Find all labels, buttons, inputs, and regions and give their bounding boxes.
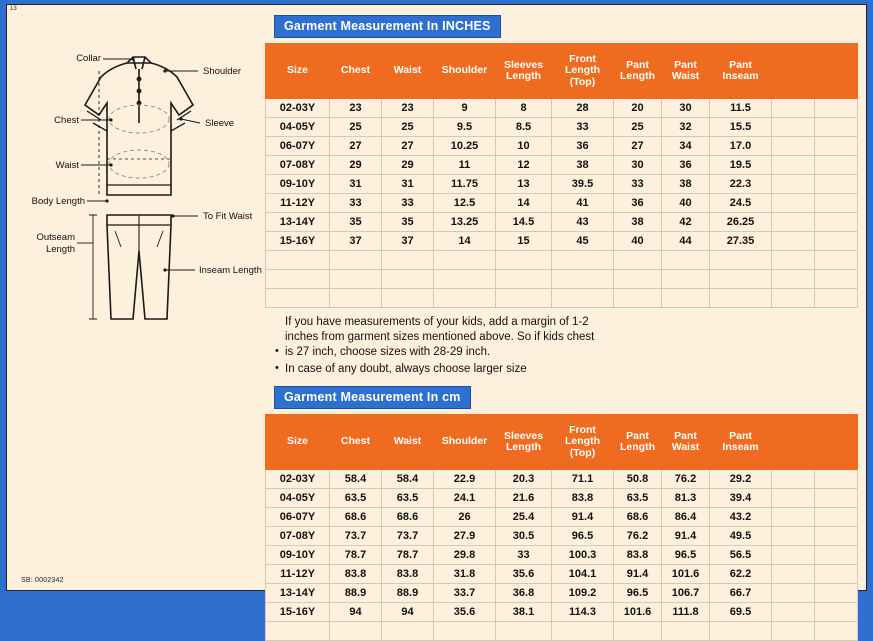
note-line-1: • If you have measurements of your kids, add a margin of 1-2 <box>285 316 589 328</box>
inches-header-row <box>266 44 858 99</box>
table-row-blank <box>266 622 858 641</box>
inches-measurement-table <box>265 43 858 308</box>
cell-pant-length: 30 <box>614 156 662 175</box>
cell-front-length: 41 <box>552 194 614 213</box>
label-inseam-length: Inseam Length <box>199 265 262 276</box>
cell-chest: 58.4 <box>330 470 382 489</box>
sb-code-label: SB: 0002342 <box>21 577 64 584</box>
cell-pant-waist: 40 <box>662 194 710 213</box>
notes-block <box>275 315 861 377</box>
cell-chest: 27 <box>330 137 382 156</box>
cm-table-body <box>266 470 858 641</box>
cell-shoulder: 9 <box>434 99 496 118</box>
cell-pant-waist: 34 <box>662 137 710 156</box>
size-chart-sheet <box>6 4 867 618</box>
cell-spacer <box>815 527 858 546</box>
cell-pant-waist: 36 <box>662 156 710 175</box>
header-waist: Waist <box>382 415 434 470</box>
cell-size: 09-10Y <box>266 175 330 194</box>
cell-shoulder: 9.5 <box>434 118 496 137</box>
table-row <box>266 213 858 232</box>
table-row <box>266 194 858 213</box>
table-row <box>266 603 858 622</box>
cell-pant-inseam: 29.2 <box>710 470 772 489</box>
table-row <box>266 527 858 546</box>
cell-sleeves-length: 38.1 <box>496 603 552 622</box>
cell-pant-inseam: 15.5 <box>710 118 772 137</box>
cell-sleeves-length: 25.4 <box>496 508 552 527</box>
cell-spacer <box>815 546 858 565</box>
table-row <box>266 546 858 565</box>
header-pant-length: Pant Length <box>614 415 662 470</box>
cell-front-length: 33 <box>552 118 614 137</box>
header-pant-inseam: Pant Inseam <box>710 415 772 470</box>
cell-size: 04-05Y <box>266 489 330 508</box>
cell-spacer <box>815 470 858 489</box>
cell-size: 15-16Y <box>266 232 330 251</box>
cell-shoulder: 26 <box>434 508 496 527</box>
table-row <box>266 232 858 251</box>
cell-size: 07-08Y <box>266 527 330 546</box>
cell-sleeves-length: 14.5 <box>496 213 552 232</box>
note-paragraph <box>275 315 861 360</box>
cell-spacer <box>815 584 858 603</box>
cell-shoulder: 33.7 <box>434 584 496 603</box>
cm-table-title: Garment Measurement In cm <box>274 386 471 409</box>
cell-front-length: 71.1 <box>552 470 614 489</box>
cell-pant-inseam: 22.3 <box>710 175 772 194</box>
cell-sleeves-length: 21.6 <box>496 489 552 508</box>
cell-spacer <box>815 508 858 527</box>
header-pant-inseam: Pant Inseam <box>710 44 772 99</box>
header-front-length: Front Length (Top) <box>552 44 614 99</box>
cell-spacer <box>772 175 815 194</box>
cell-pant-inseam: 26.25 <box>710 213 772 232</box>
cell-spacer <box>772 99 815 118</box>
cell-spacer <box>815 118 858 137</box>
cell-chest: 83.8 <box>330 565 382 584</box>
cell-chest: 78.7 <box>330 546 382 565</box>
cell-spacer <box>772 527 815 546</box>
cell-chest: 88.9 <box>330 584 382 603</box>
label-shoulder: Shoulder <box>203 66 242 77</box>
cell-size: 11-12Y <box>266 565 330 584</box>
cell-size: 06-07Y <box>266 508 330 527</box>
cell-pant-length: 36 <box>614 194 662 213</box>
cell-pant-waist: 44 <box>662 232 710 251</box>
cell-waist: 35 <box>382 213 434 232</box>
label-collar: Collar <box>76 53 101 64</box>
cell-pant-length: 83.8 <box>614 546 662 565</box>
cell-shoulder: 13.25 <box>434 213 496 232</box>
cell-pant-waist: 38 <box>662 175 710 194</box>
cm-measurement-table <box>265 414 858 641</box>
table-row-blank <box>266 251 858 270</box>
cell-pant-length: 40 <box>614 232 662 251</box>
cell-front-length: 28 <box>552 99 614 118</box>
cell-pant-inseam: 24.5 <box>710 194 772 213</box>
cell-pant-waist: 32 <box>662 118 710 137</box>
header-sleeves-length: Sleeves Length <box>496 44 552 99</box>
cell-chest: 23 <box>330 99 382 118</box>
cell-pant-length: 101.6 <box>614 603 662 622</box>
cell-waist: 37 <box>382 232 434 251</box>
cell-pant-waist: 96.5 <box>662 546 710 565</box>
cell-shoulder: 31.8 <box>434 565 496 584</box>
cell-pant-length: 76.2 <box>614 527 662 546</box>
cell-waist: 63.5 <box>382 489 434 508</box>
cell-spacer <box>772 213 815 232</box>
cell-size: 09-10Y <box>266 546 330 565</box>
label-to-fit-waist: To Fit Waist <box>203 211 253 222</box>
cell-pant-waist: 30 <box>662 99 710 118</box>
table-row <box>266 137 858 156</box>
table-row <box>266 470 858 489</box>
header-spacer-2 <box>815 415 858 470</box>
cell-pant-waist: 91.4 <box>662 527 710 546</box>
cell-size: 13-14Y <box>266 213 330 232</box>
cell-sleeves-length: 8 <box>496 99 552 118</box>
cell-front-length: 104.1 <box>552 565 614 584</box>
header-shoulder: Shoulder <box>434 44 496 99</box>
label-outseam-line2: Length <box>45 244 75 255</box>
cell-pant-length: 96.5 <box>614 584 662 603</box>
header-size: Size <box>266 44 330 99</box>
cell-spacer <box>772 546 815 565</box>
header-pant-waist: Pant Waist <box>662 415 710 470</box>
cell-shoulder: 11.75 <box>434 175 496 194</box>
header-waist: Waist <box>382 44 434 99</box>
cell-front-length: 45 <box>552 232 614 251</box>
cm-table-head <box>266 415 858 470</box>
table-row <box>266 565 858 584</box>
cell-pant-inseam: 62.2 <box>710 565 772 584</box>
cell-pant-length: 25 <box>614 118 662 137</box>
cell-pant-waist: 111.8 <box>662 603 710 622</box>
cell-spacer <box>772 508 815 527</box>
cell-size: 04-05Y <box>266 118 330 137</box>
cell-pant-inseam: 39.4 <box>710 489 772 508</box>
cell-spacer <box>772 156 815 175</box>
label-outseam-line1: Outseam <box>36 232 75 243</box>
cell-spacer <box>815 232 858 251</box>
cell-spacer <box>772 603 815 622</box>
cell-chest: 73.7 <box>330 527 382 546</box>
cm-header-row <box>266 415 858 470</box>
cell-waist: 73.7 <box>382 527 434 546</box>
note-line-2: inches from garment sizes mentioned above. So if kids chest <box>285 331 595 343</box>
cell-waist: 68.6 <box>382 508 434 527</box>
cell-shoulder: 27.9 <box>434 527 496 546</box>
cell-shoulder: 14 <box>434 232 496 251</box>
cell-waist: 94 <box>382 603 434 622</box>
label-chest: Chest <box>54 115 79 126</box>
cell-spacer <box>772 137 815 156</box>
cell-size: 02-03Y <box>266 470 330 489</box>
cell-pant-inseam: 11.5 <box>710 99 772 118</box>
cell-pant-inseam: 19.5 <box>710 156 772 175</box>
label-waist: Waist <box>55 160 79 171</box>
cell-spacer <box>815 489 858 508</box>
cell-pant-length: 20 <box>614 99 662 118</box>
cell-spacer <box>772 489 815 508</box>
cell-front-length: 36 <box>552 137 614 156</box>
header-sleeves-length: Sleeves Length <box>496 415 552 470</box>
cell-front-length: 100.3 <box>552 546 614 565</box>
label-body-length: Body Length <box>31 196 85 207</box>
cell-pant-inseam: 27.35 <box>710 232 772 251</box>
cell-pant-length: 91.4 <box>614 565 662 584</box>
cell-spacer <box>815 194 858 213</box>
page-number: 13 <box>10 6 17 12</box>
cell-chest: 35 <box>330 213 382 232</box>
cell-waist: 88.9 <box>382 584 434 603</box>
cell-sleeves-length: 35.6 <box>496 565 552 584</box>
cell-sleeves-length: 14 <box>496 194 552 213</box>
cell-sleeves-length: 8.5 <box>496 118 552 137</box>
cell-shoulder: 24.1 <box>434 489 496 508</box>
cell-sleeves-length: 33 <box>496 546 552 565</box>
cell-waist: 31 <box>382 175 434 194</box>
header-shoulder: Shoulder <box>434 415 496 470</box>
cell-waist: 33 <box>382 194 434 213</box>
cell-spacer <box>772 232 815 251</box>
cell-spacer <box>815 175 858 194</box>
cell-size: 15-16Y <box>266 603 330 622</box>
cell-chest: 94 <box>330 603 382 622</box>
note-line-4: • In case of any doubt, always choose larger size <box>275 362 861 377</box>
note-line-3: is 27 inch, choose sizes with 28-29 inch. <box>285 346 491 358</box>
cell-size: 07-08Y <box>266 156 330 175</box>
inches-table-body <box>266 99 858 308</box>
cell-chest: 33 <box>330 194 382 213</box>
cell-sleeves-length: 12 <box>496 156 552 175</box>
cell-waist: 27 <box>382 137 434 156</box>
header-pant-waist: Pant Waist <box>662 44 710 99</box>
inches-table-head <box>266 44 858 99</box>
header-pant-length: Pant Length <box>614 44 662 99</box>
cell-shoulder: 29.8 <box>434 546 496 565</box>
table-row-blank <box>266 289 858 308</box>
cell-shoulder: 12.5 <box>434 194 496 213</box>
measurement-content <box>265 15 861 641</box>
cell-spacer <box>772 194 815 213</box>
cell-pant-waist: 101.6 <box>662 565 710 584</box>
cell-front-length: 38 <box>552 156 614 175</box>
cell-pant-waist: 81.3 <box>662 489 710 508</box>
cell-front-length: 39.5 <box>552 175 614 194</box>
cell-sleeves-length: 10 <box>496 137 552 156</box>
cell-chest: 25 <box>330 118 382 137</box>
cell-pant-length: 27 <box>614 137 662 156</box>
header-spacer-1 <box>772 415 815 470</box>
cell-pant-inseam: 17.0 <box>710 137 772 156</box>
cell-pant-waist: 86.4 <box>662 508 710 527</box>
header-front-length: Front Length (Top) <box>552 415 614 470</box>
cell-pant-waist: 76.2 <box>662 470 710 489</box>
header-spacer-1 <box>772 44 815 99</box>
table-row <box>266 584 858 603</box>
cell-waist: 29 <box>382 156 434 175</box>
cell-spacer <box>772 584 815 603</box>
cell-size: 13-14Y <box>266 584 330 603</box>
table-row <box>266 99 858 118</box>
cell-chest: 63.5 <box>330 489 382 508</box>
cell-pant-length: 38 <box>614 213 662 232</box>
cell-spacer <box>772 118 815 137</box>
cell-size: 11-12Y <box>266 194 330 213</box>
cell-pant-inseam: 56.5 <box>710 546 772 565</box>
cell-sleeves-length: 30.5 <box>496 527 552 546</box>
table-row <box>266 156 858 175</box>
cell-size: 06-07Y <box>266 137 330 156</box>
cell-spacer <box>815 99 858 118</box>
cell-spacer <box>815 603 858 622</box>
cell-pant-inseam: 66.7 <box>710 584 772 603</box>
label-sleeve: Sleeve <box>205 118 235 129</box>
cell-chest: 29 <box>330 156 382 175</box>
inches-table-title: Garment Measurement In INCHES <box>274 15 501 38</box>
cell-sleeves-length: 15 <box>496 232 552 251</box>
cell-pant-length: 33 <box>614 175 662 194</box>
cell-pant-length: 68.6 <box>614 508 662 527</box>
cell-front-length: 83.8 <box>552 489 614 508</box>
cell-shoulder: 11 <box>434 156 496 175</box>
cell-sleeves-length: 13 <box>496 175 552 194</box>
cell-pant-waist: 106.7 <box>662 584 710 603</box>
cell-shoulder: 10.25 <box>434 137 496 156</box>
cell-waist: 25 <box>382 118 434 137</box>
garment-illustration <box>15 19 263 564</box>
cell-sleeves-length: 20.3 <box>496 470 552 489</box>
cell-chest: 31 <box>330 175 382 194</box>
cell-shoulder: 22.9 <box>434 470 496 489</box>
cell-chest: 68.6 <box>330 508 382 527</box>
cell-waist: 78.7 <box>382 546 434 565</box>
cell-pant-inseam: 49.5 <box>710 527 772 546</box>
cell-spacer <box>815 565 858 584</box>
cell-pant-waist: 42 <box>662 213 710 232</box>
cell-shoulder: 35.6 <box>434 603 496 622</box>
cell-pant-inseam: 43.2 <box>710 508 772 527</box>
table-row <box>266 508 858 527</box>
table-row <box>266 175 858 194</box>
cell-pant-length: 63.5 <box>614 489 662 508</box>
cell-front-length: 96.5 <box>552 527 614 546</box>
table-row <box>266 118 858 137</box>
cell-chest: 37 <box>330 232 382 251</box>
cell-size: 02-03Y <box>266 99 330 118</box>
cell-spacer <box>772 470 815 489</box>
header-spacer-2 <box>815 44 858 99</box>
cell-front-length: 91.4 <box>552 508 614 527</box>
cell-spacer <box>815 213 858 232</box>
header-chest: Chest <box>330 44 382 99</box>
cell-front-length: 114.3 <box>552 603 614 622</box>
cell-spacer <box>815 137 858 156</box>
cell-waist: 83.8 <box>382 565 434 584</box>
cell-front-length: 109.2 <box>552 584 614 603</box>
cell-pant-length: 50.8 <box>614 470 662 489</box>
table-row <box>266 489 858 508</box>
cell-pant-inseam: 69.5 <box>710 603 772 622</box>
header-size: Size <box>266 415 330 470</box>
cell-front-length: 43 <box>552 213 614 232</box>
header-chest: Chest <box>330 415 382 470</box>
cell-spacer <box>815 156 858 175</box>
cell-waist: 58.4 <box>382 470 434 489</box>
table-row-blank <box>266 270 858 289</box>
cell-spacer <box>772 565 815 584</box>
cell-waist: 23 <box>382 99 434 118</box>
cell-sleeves-length: 36.8 <box>496 584 552 603</box>
